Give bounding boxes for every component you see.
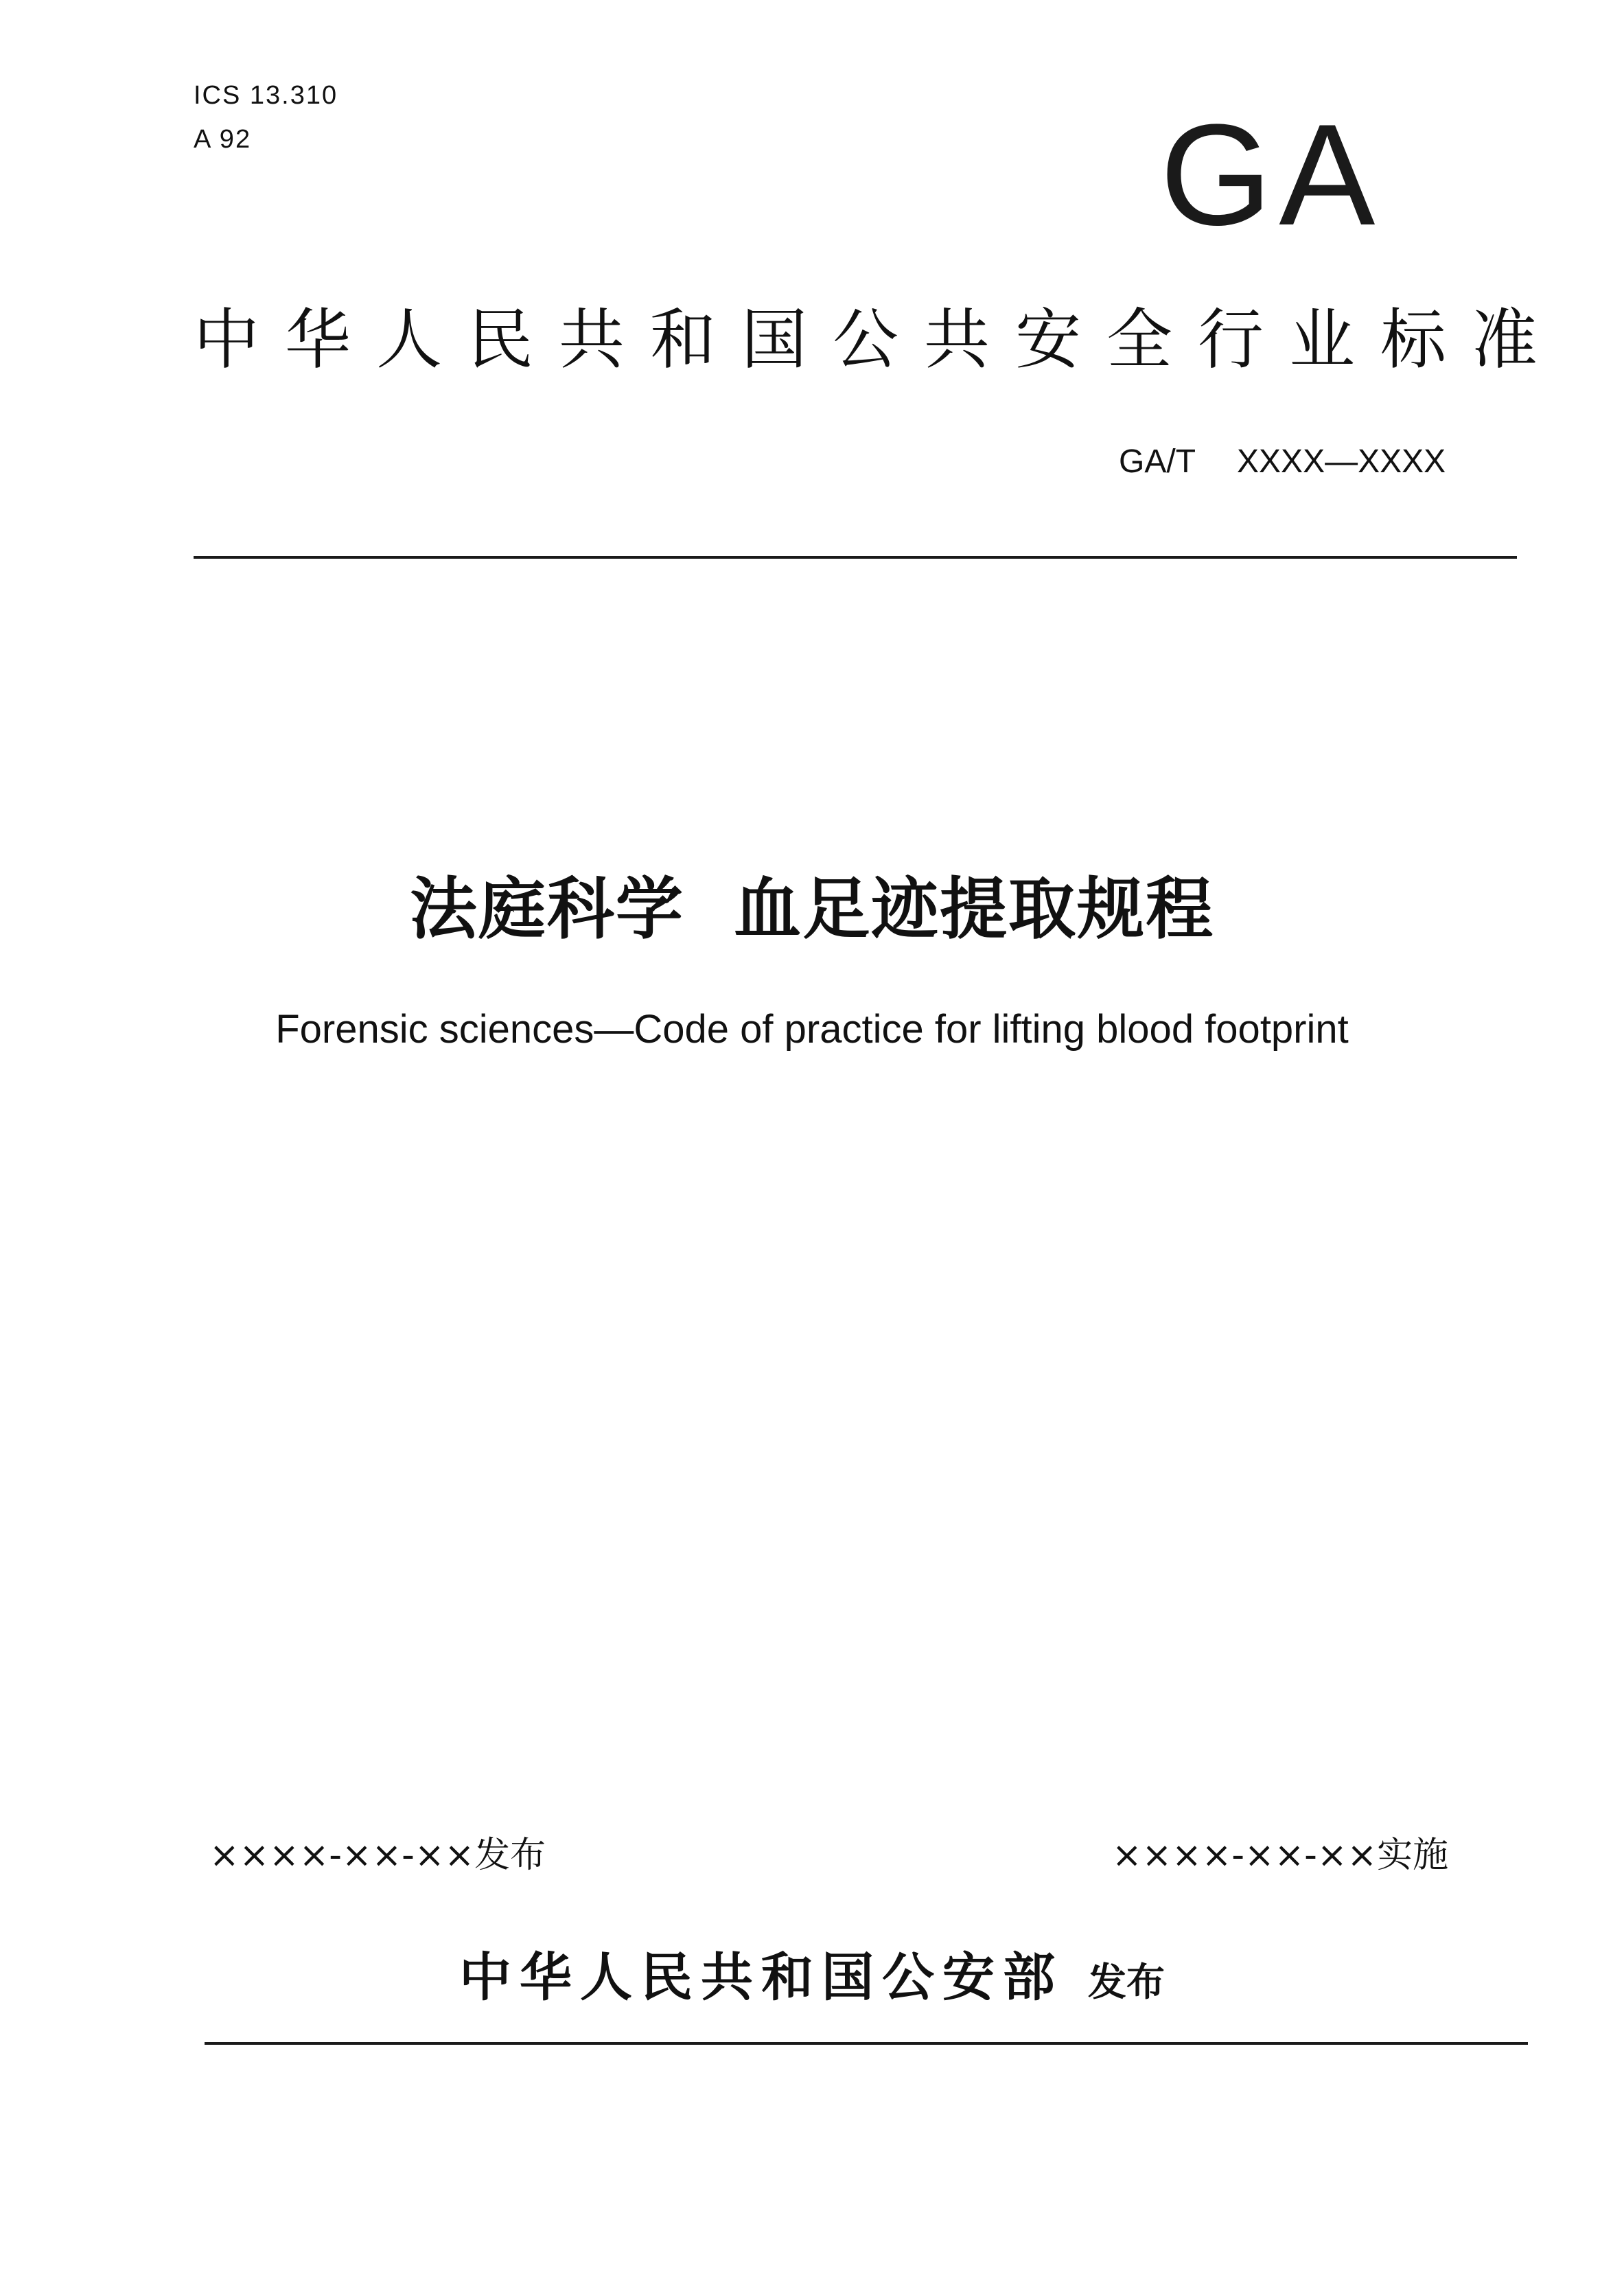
classification-code: A 92 — [194, 125, 252, 154]
ics-code: ICS 13.310 — [194, 81, 338, 110]
publish-date: ××××-××-××发布 — [209, 1835, 546, 1876]
issuer-organization: 中华人民共和国公安部 — [459, 1947, 1063, 2008]
standard-code: XXXX—XXXX — [1237, 443, 1446, 480]
bottom-divider — [205, 2042, 1528, 2045]
standard-organization: 中华人民共和国公共安全行业标准 — [194, 301, 1563, 378]
effective-date: ××××-××-××实施 — [1112, 1835, 1449, 1876]
issuer — [0, 1936, 1624, 2010]
title-chinese: 法庭科学 血足迹提取规程 — [409, 870, 1215, 949]
issuer-action: 发布 — [1088, 1960, 1165, 2005]
standard-prefix: GA/T — [1119, 443, 1196, 480]
title-english: Forensic sciences—Code of practice for lifting blood footprint — [275, 1007, 1349, 1052]
top-divider — [194, 556, 1517, 559]
standard-number — [1119, 443, 1446, 480]
ga-logo: GA — [1160, 94, 1382, 255]
